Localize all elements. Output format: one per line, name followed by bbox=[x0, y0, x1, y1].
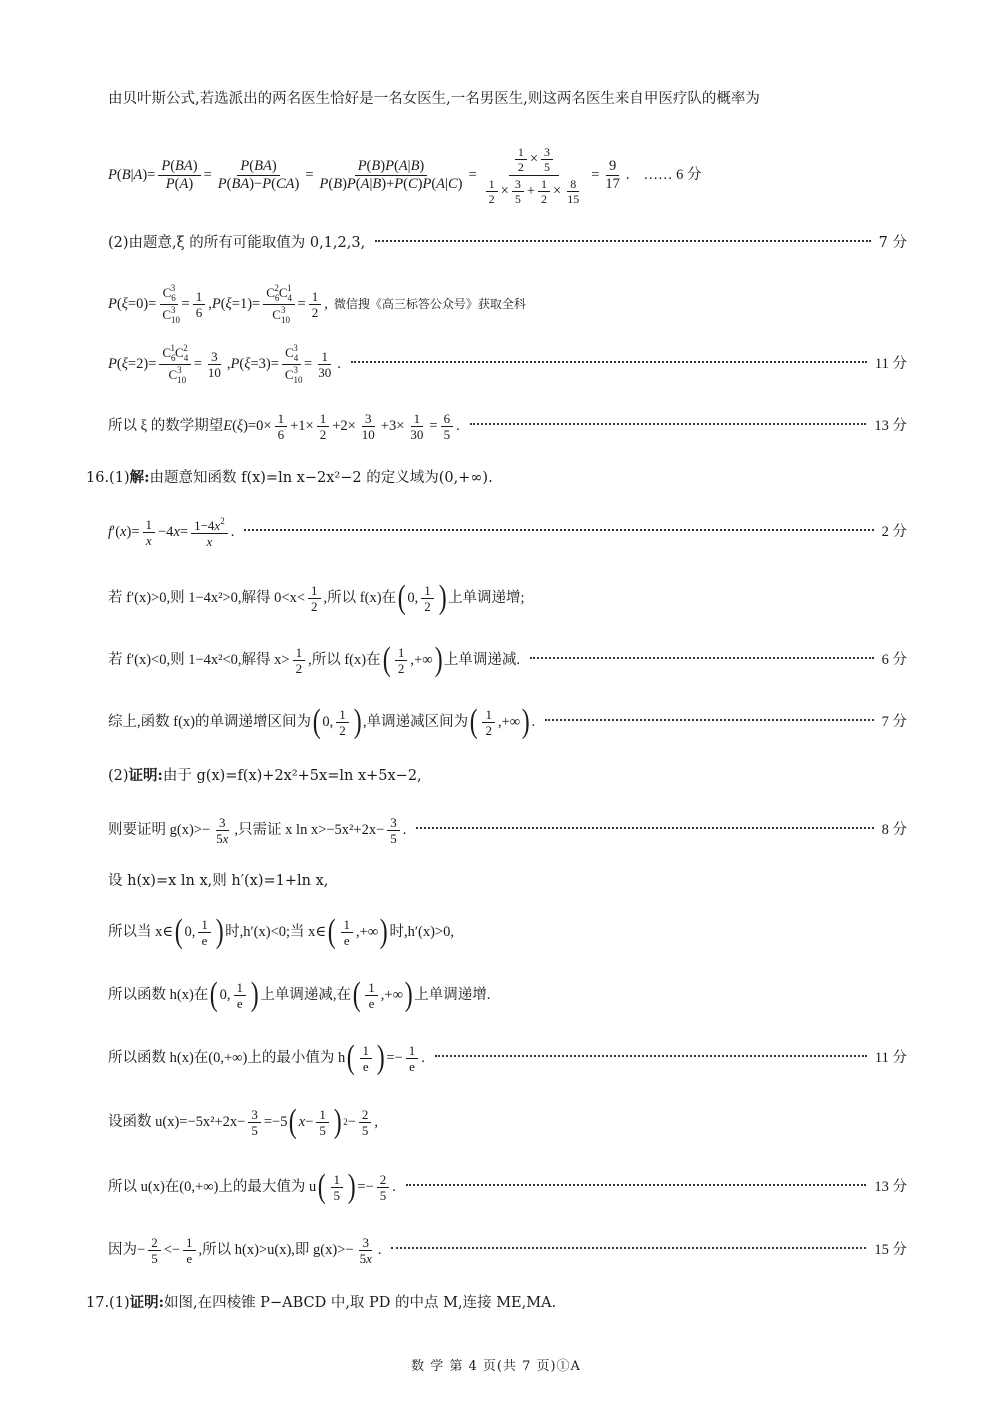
conclusion-text-c: ,所以 h(x)>u(x),即 g(x)>− bbox=[198, 1241, 354, 1258]
score-11: 11 分 bbox=[874, 355, 907, 372]
score-6b: 6 分 bbox=[881, 651, 907, 668]
increasing-text-b: ,所以 f(x)在 bbox=[323, 589, 397, 606]
note-text: 微信搜《高三标答公众号》获取全科 bbox=[333, 297, 526, 311]
h-sign-text-b: 时,h′(x)<0;当 x∈ bbox=[225, 923, 327, 940]
domain-text: 由题意知函数 f(x)=ln x−2x²−2 的定义域为(0,+∞). bbox=[149, 470, 493, 486]
score-7: 7 分 bbox=[878, 235, 907, 251]
u-max-text-a: 所以 u(x)在(0,+∞)上的最大值为 u bbox=[108, 1178, 317, 1195]
h-sign-text-a: 所以当 x∈ bbox=[108, 923, 174, 940]
requirement-text-b: ,只需证 x ln x>−5x²+2x− bbox=[234, 821, 385, 838]
prob-line-2: P(ξ=2)= $\frac{C_6^1C_4^2}{C_{10}^3}$ = $\frac{3}{10}$ ,P(ξ=3)= $\frac{C_4^3}{C_{10}^3}$ = $\frac{1}{30}$ . 11 分 bbox=[108, 342, 907, 385]
dot-leader bbox=[530, 657, 874, 659]
derivative-line: f′(x)= $\frac{1}{x}$ −4x= $\frac{1-4x^2}{x}$ . 2 分 bbox=[108, 515, 907, 549]
score-13: 13 分 bbox=[874, 417, 907, 434]
decreasing-text-c: 上单调递减. bbox=[443, 651, 521, 668]
question-number-17: 17.(1) bbox=[86, 1295, 130, 1311]
score-2: 2 分 bbox=[881, 523, 907, 540]
dot-leader bbox=[244, 529, 873, 531]
summary-text-b: ,单调递减区间为 bbox=[363, 713, 469, 730]
proof-label-17: 证明: bbox=[129, 1294, 164, 1311]
expectation-prefix: 所以 ξ 的数学期望 bbox=[108, 417, 224, 434]
h-sign-line: 所以当 x∈ ( 0, $\frac{1}{e}$ ) 时,h′(x)<0;当 x∈ ( $\frac{1}{e}$ ,+∞ ) 时,h′(x)>0, bbox=[108, 913, 454, 951]
q17-text: 如图,在四棱锥 P−ABCD 中,取 PD 的中点 M,连接 ME,MA. bbox=[163, 1295, 557, 1311]
score-13b: 13 分 bbox=[874, 1178, 907, 1195]
h-def-line bbox=[0, 874, 992, 889]
u-def-text-c: − bbox=[347, 1113, 356, 1130]
requirement-text-a: 则要证明 g(x)>− bbox=[108, 821, 211, 838]
u-def-text-a: 设函数 u(x)=−5x²+2x− bbox=[108, 1113, 246, 1130]
xi-values: (2)由题意,ξ 的所有可能取值为 0,1,2,3, bbox=[108, 235, 366, 251]
increasing-text-c: 上单调递增; bbox=[448, 589, 525, 606]
proof-label: 证明: bbox=[128, 767, 163, 784]
dot-leader bbox=[416, 827, 873, 829]
h-min-text-b: =− bbox=[386, 1049, 403, 1066]
conclusion-text-b: <− bbox=[163, 1241, 181, 1258]
score-7b: 7 分 bbox=[881, 713, 907, 730]
h-monotonic-line: 所以函数 h(x)在 ( 0, $\frac{1}{e}$ ) 上单调递减,在 ( $\frac{1}{e}$ ,+∞ ) 上单调递增. bbox=[108, 976, 491, 1014]
conclusion-line: 因为− $\frac{2}{5}$ <− $\frac{1}{e}$ ,所以 h(x)>u(x),即 g(x)>− $\frac{3}{5x}$ . 15 分 bbox=[108, 1234, 907, 1266]
dot-leader bbox=[545, 719, 874, 721]
page-footer: 数 学 第 4 页(共 7 页)①A bbox=[411, 1359, 581, 1374]
decreasing-line: 若 f′(x)<0,则 1−4x²<0,解得 x> $\frac{1}{2}$ ,所以 f(x)在 ( $\frac{1}{2}$ ,+∞ ) 上单调递减. 6 分 bbox=[108, 641, 907, 679]
conclusion-text-a: 因为− bbox=[108, 1241, 146, 1258]
dot-leader bbox=[406, 1184, 867, 1186]
u-def-line: 设函数 u(x)=−5x²+2x− $\frac{3}{5}$ =−5 ( x − $\frac{1}{5}$ ) 2 − $\frac{2}{5}$ , bbox=[108, 1103, 379, 1141]
prob-line-1: P(ξ=0)= $\frac{C_6^3}{C_{10}^3}$ = $\frac{1}{6}$ ,P(ξ=1)= $\frac{C_6^2C_4^1}{C_{10}^3}$ = $\frac{1}{2}$ , 微信搜《高三标答公众号》获取全科 bbox=[108, 282, 526, 325]
score-11b: 11 分 bbox=[874, 1049, 907, 1066]
part-2-number: (2) bbox=[108, 768, 129, 784]
proof-intro bbox=[0, 769, 992, 784]
bayes-intro: 由贝叶斯公式,若选派出的两名医生恰好是一名女医生,一名男医生,则这两名医生来自甲医疗队的概率为 bbox=[108, 91, 760, 107]
text-line-3 bbox=[0, 236, 992, 251]
score-15: 15 分 bbox=[874, 1241, 907, 1258]
u-max-line: 所以 u(x)在(0,+∞)上的最大值为 u ( $\frac{1}{5}$ ) =− $\frac{2}{5}$ . 13 分 bbox=[108, 1168, 907, 1206]
dot-leader bbox=[375, 240, 870, 242]
q16-intro bbox=[0, 471, 992, 486]
question-number-16: 16.(1) bbox=[86, 470, 130, 486]
decreasing-text-b: ,所以 f(x)在 bbox=[308, 651, 381, 668]
text-line-1 bbox=[0, 92, 992, 107]
g-def-text: 由于 g(x)=f(x)+2x²+5x=ln x+5x−2, bbox=[162, 768, 422, 784]
dot-leader bbox=[435, 1055, 867, 1057]
u-max-text-b: =− bbox=[357, 1178, 374, 1195]
requirement-line: 则要证明 g(x)>− $\frac{3}{5x}$ ,只需证 x ln x>−5x²+2x− $\frac{3}{5}$ . 8 分 bbox=[108, 814, 907, 846]
solution-label: 解: bbox=[129, 469, 150, 486]
u-def-text-b: =−5 bbox=[263, 1113, 288, 1130]
h-mono-text-b: 上单调递减,在 bbox=[260, 986, 351, 1003]
h-mono-text-a: 所以函数 h(x)在 bbox=[108, 986, 209, 1003]
h-sign-text-c: 时,h′(x)>0, bbox=[389, 923, 454, 940]
h-min-text-a: 所以函数 h(x)在(0,+∞)上的最小值为 h bbox=[108, 1049, 346, 1066]
h-mono-text-c: 上单调递增. bbox=[414, 986, 491, 1003]
dot-leader bbox=[391, 1247, 866, 1249]
bayes-equation: P(B|A)= $\frac{P(BA)}{P(A)}$ = $\frac{P(BA)}{P(BA)-P(CA)}$ = $\frac{P(B)P(A|B)}{P(B)P(A|B)+P(C)P(A|C)}$ = $\frac{1}{2}$ × $\frac{3}{5}$ $\frac{1}{2}$ × $\frac{3}{5}$ + $\frac{1}{2}$ × $\frac{8}{15}$ = $\frac{9}{17}$ . …… 6 分 bbox=[108, 144, 702, 206]
dot-leader bbox=[351, 361, 867, 363]
score-6: …… 6 分 bbox=[643, 166, 702, 183]
summary-text-a: 综上,函数 f(x)的单调递增区间为 bbox=[108, 713, 311, 730]
decreasing-text-a: 若 f′(x)<0,则 1−4x²<0,解得 x> bbox=[108, 651, 290, 668]
increasing-text-a: 若 f′(x)>0,则 1−4x²>0,解得 0<x< bbox=[108, 589, 306, 606]
increasing-line: 若 f′(x)>0,则 1−4x²>0,解得 0<x< $\frac{1}{2}$ ,所以 f(x)在 ( 0, $\frac{1}{2}$ ) 上单调递增; bbox=[108, 579, 525, 617]
expectation-line: 所以 ξ 的数学期望 E(ξ)=0× $\frac{1}{6}$ +1× $\frac{1}{2}$ +2× $\frac{3}{10}$ +3× $\frac{1}{30}$ = $\frac{6}{5}$ . 13 分 bbox=[108, 410, 907, 442]
dot-leader bbox=[470, 423, 867, 425]
h-def-text: 设 h(x)=x ln x,则 h′(x)=1+ln x, bbox=[108, 873, 329, 889]
summary-line: 综上,函数 f(x)的单调递增区间为 ( 0, $\frac{1}{2}$ ) ,单调递减区间为 ( $\frac{1}{2}$ ,+∞ ) . 7 分 bbox=[108, 703, 907, 741]
score-8: 8 分 bbox=[881, 821, 907, 838]
q17-intro bbox=[0, 1296, 992, 1311]
h-min-line: 所以函数 h(x)在(0,+∞)上的最小值为 h ( $\frac{1}{e}$ ) =− $\frac{1}{e}$ . 11 分 bbox=[108, 1039, 907, 1077]
